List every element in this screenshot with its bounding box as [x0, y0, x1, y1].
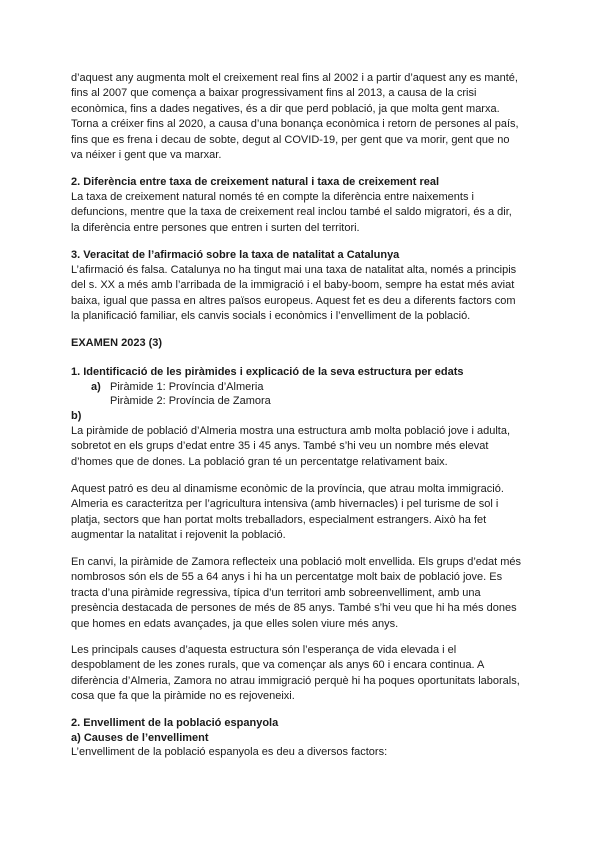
text-line: d’aquest any augmenta molt el creixement real fins al 2002 i a partir d’aquest any es manté, [71, 72, 518, 84]
text-line: que homes en edats avançades, ja que elles solen viure més anys. [71, 617, 399, 630]
ageing-causes-intro [71, 745, 541, 760]
text-line: la planificació familiar, els canvis socials i econòmics i l’envelliment de la població. [71, 310, 471, 323]
intro-paragraph [71, 71, 541, 163]
question2-subheading: a) Causes de l’envelliment [71, 732, 209, 744]
question1-heading: 1. Identificació de les piràmides i explicació de la seva estructura per edats [71, 366, 464, 378]
text-line: diferència d’Almeria, Zamora no atrau immigració perquè hi ha poques oportunitats laborals, [71, 674, 520, 687]
text-line: Torna a créixer fins al 2020, a causa d’una bonança econòmica i retorn de persones al país, [71, 118, 519, 131]
text-line: d’homes que de dones. La població gran té un percentatge relativament baix. [71, 455, 448, 468]
text-line: fins que es frena i decau de sobte, degut al COVID-19, per gent que va morir, gent que no [71, 133, 510, 146]
text-line: La taxa de creixement natural només té en compte la diferència entre naixements i [71, 191, 474, 203]
text-line: presència destacada de persones de més de 85 anys. També s’hi veu que hi ha més dones [71, 602, 517, 615]
text-line: augmentar la natalitat i rejovenit la població. [71, 529, 286, 542]
zamora-causes-paragraph [71, 643, 541, 705]
section-heading-birth-rate: 3. Veracitat de l’afirmació sobre la taxa de natalitat a Catalunya [71, 249, 400, 261]
text-line: L’afirmació és falsa. Catalunya no ha tingut mai una taxa de natalitat alta, només a principis [71, 264, 517, 276]
text-line: Almeria es caracteritza per l’agricultura intensiva (amb hivernacles) i pel turisme de sol i [71, 498, 499, 511]
text-line: baixa, igual que passa en altres països europeus. Aquest fet es deu a diferents factors com [71, 294, 516, 307]
question2-heading: 2. Envelliment de la població espanyola [71, 717, 279, 729]
pyramid1-identification: Piràmide 1: Província d’Almeria [110, 381, 264, 393]
text-line: platja, sectors que han portat molts treballadors, especialment estrangers. Això ha fet [71, 513, 487, 526]
text-line: econòmica, fins a dades negatives, és a dir que perd població, ja que molta gent marxa. [71, 102, 500, 115]
text-line: cosa que fa que la piràmide no es rejoveneixi. [71, 690, 295, 703]
text-line: nombrosos són els de 55 a 64 anys i hi ha un percentatge molt baix de població jove. Es [71, 571, 503, 584]
section-heading-growth-rates: 2. Diferència entre taxa de creixement natural i taxa de creixement real [71, 176, 440, 188]
almeria-structure-paragraph [71, 424, 541, 470]
text-line: Aquest patró es deu al dinamisme econòmic de la província, que atrau molta immigració. [71, 483, 504, 495]
text-line: defuncions, mentre que la taxa de creixement real inclou també el saldo migratori, és a dir, [71, 206, 512, 219]
text-line: despoblament de les zones rurals, que va començar als anys 60 i encara continua. A [71, 659, 485, 672]
almeria-causes-paragraph [71, 482, 541, 544]
exam-title: EXAMEN 2023 (3) [71, 337, 163, 349]
text-line: la diferència entre persones que entren i surten del territori. [71, 221, 360, 234]
text-line: del s. XX a més amb l’arribada de la immigració i el baby-boom, sempre ha estat més aviat [71, 279, 515, 292]
text-line: La piràmide de població d’Almeria mostra una estructura amb molta població jove i adulta, [71, 425, 511, 437]
text-line: Les principals causes d’aquesta estructura són l’esperança de vida elevada i el [71, 644, 457, 656]
text-line: tracta d’una piràmide regressiva, típica d’un territori amb sobreenvelliment, amb una [71, 586, 481, 599]
pyramid2-identification: Piràmide 2: Província de Zamora [110, 395, 271, 407]
birth-rate-paragraph [71, 263, 541, 325]
zamora-structure-paragraph [71, 555, 541, 632]
text-line: sobretot en els grups d’edat entre 35 i 45 anys. També s’hi veu un nombre més elevat [71, 440, 489, 453]
list-marker-a: a) [91, 381, 101, 393]
text-line: L’envelliment de la població espanyola es deu a diversos factors: [71, 746, 388, 758]
text-line: fins al 2007 que comença a baixar progressivament fins al 2013, a causa de la crisi [71, 87, 477, 100]
list-marker-b: b) [71, 410, 82, 422]
text-line: En canvi, la piràmide de Zamora reflecteix una població molt envellida. Els grups d’edat més [71, 556, 522, 568]
growth-rates-paragraph [71, 190, 541, 236]
text-line: va néixer i gent que va marxar. [71, 149, 222, 162]
